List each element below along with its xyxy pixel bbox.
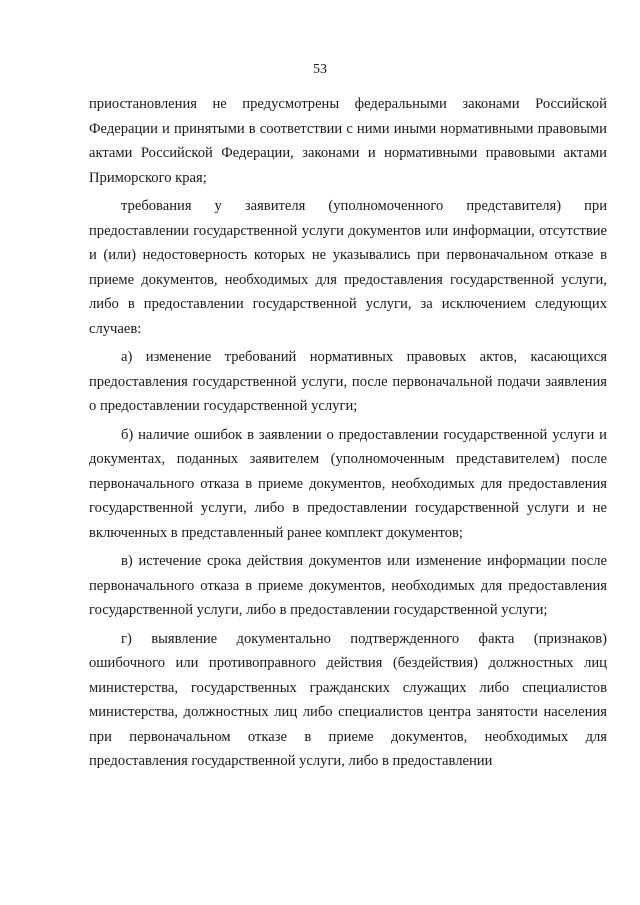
list-item-b: б) наличие ошибок в заявлении о предоставлении государственной услуги и документах, поданных заявителем (уполномоченным представителем) после первоначального отказа в приеме документов, необходимых для предоставления государственной услуги, либо в предоставлении государственной услуги и не включенных в представленный ранее комплект документов; [89,426,607,541]
list-item-v: в) истечение срока действия документов или изменение информации после первоначального отказа в приеме документов, необходимых для предоставления государственной услуги, либо в предоставлении государственной услуги; [89,553,607,618]
document-body [89,92,607,774]
page-number: 53 [313,62,327,77]
paragraph-requirements: требования у заявителя (уполномоченного представителя) при предоставлении государственной услуги документов или информации, отсутствие и (или) недостоверность которых не указывались при первоначальном отказе в приеме документов, необходимых для предоставления государственной услуги, либо в предоставлении государственной услуги, за исключением следующих случаев: [89,198,607,337]
list-item-a: а) изменение требований нормативных правовых актов, касающихся предоставления государственной услуги, после первоначальной подачи заявления о предоставлении государственной услуги; [89,349,607,414]
paragraph-continuation: приостановления не предусмотрены федеральными законами Российской Федерации и принятыми в соответствии с ними иными нормативными правовыми актами Российской Федерации, законами и нормативными правовыми актами Приморского края; [89,96,607,186]
list-item-g: г) выявление документально подтвержденного факта (признаков) ошибочного или противоправного действия (бездействия) должностных лиц министерства, государственных гражданских служащих либо специалистов министерства, должностных лиц либо специалистов центра занятости населения при первоначальном отказе в приеме документов, необходимых для предоставления государственной услуги, либо в предоставлении [89,630,607,769]
